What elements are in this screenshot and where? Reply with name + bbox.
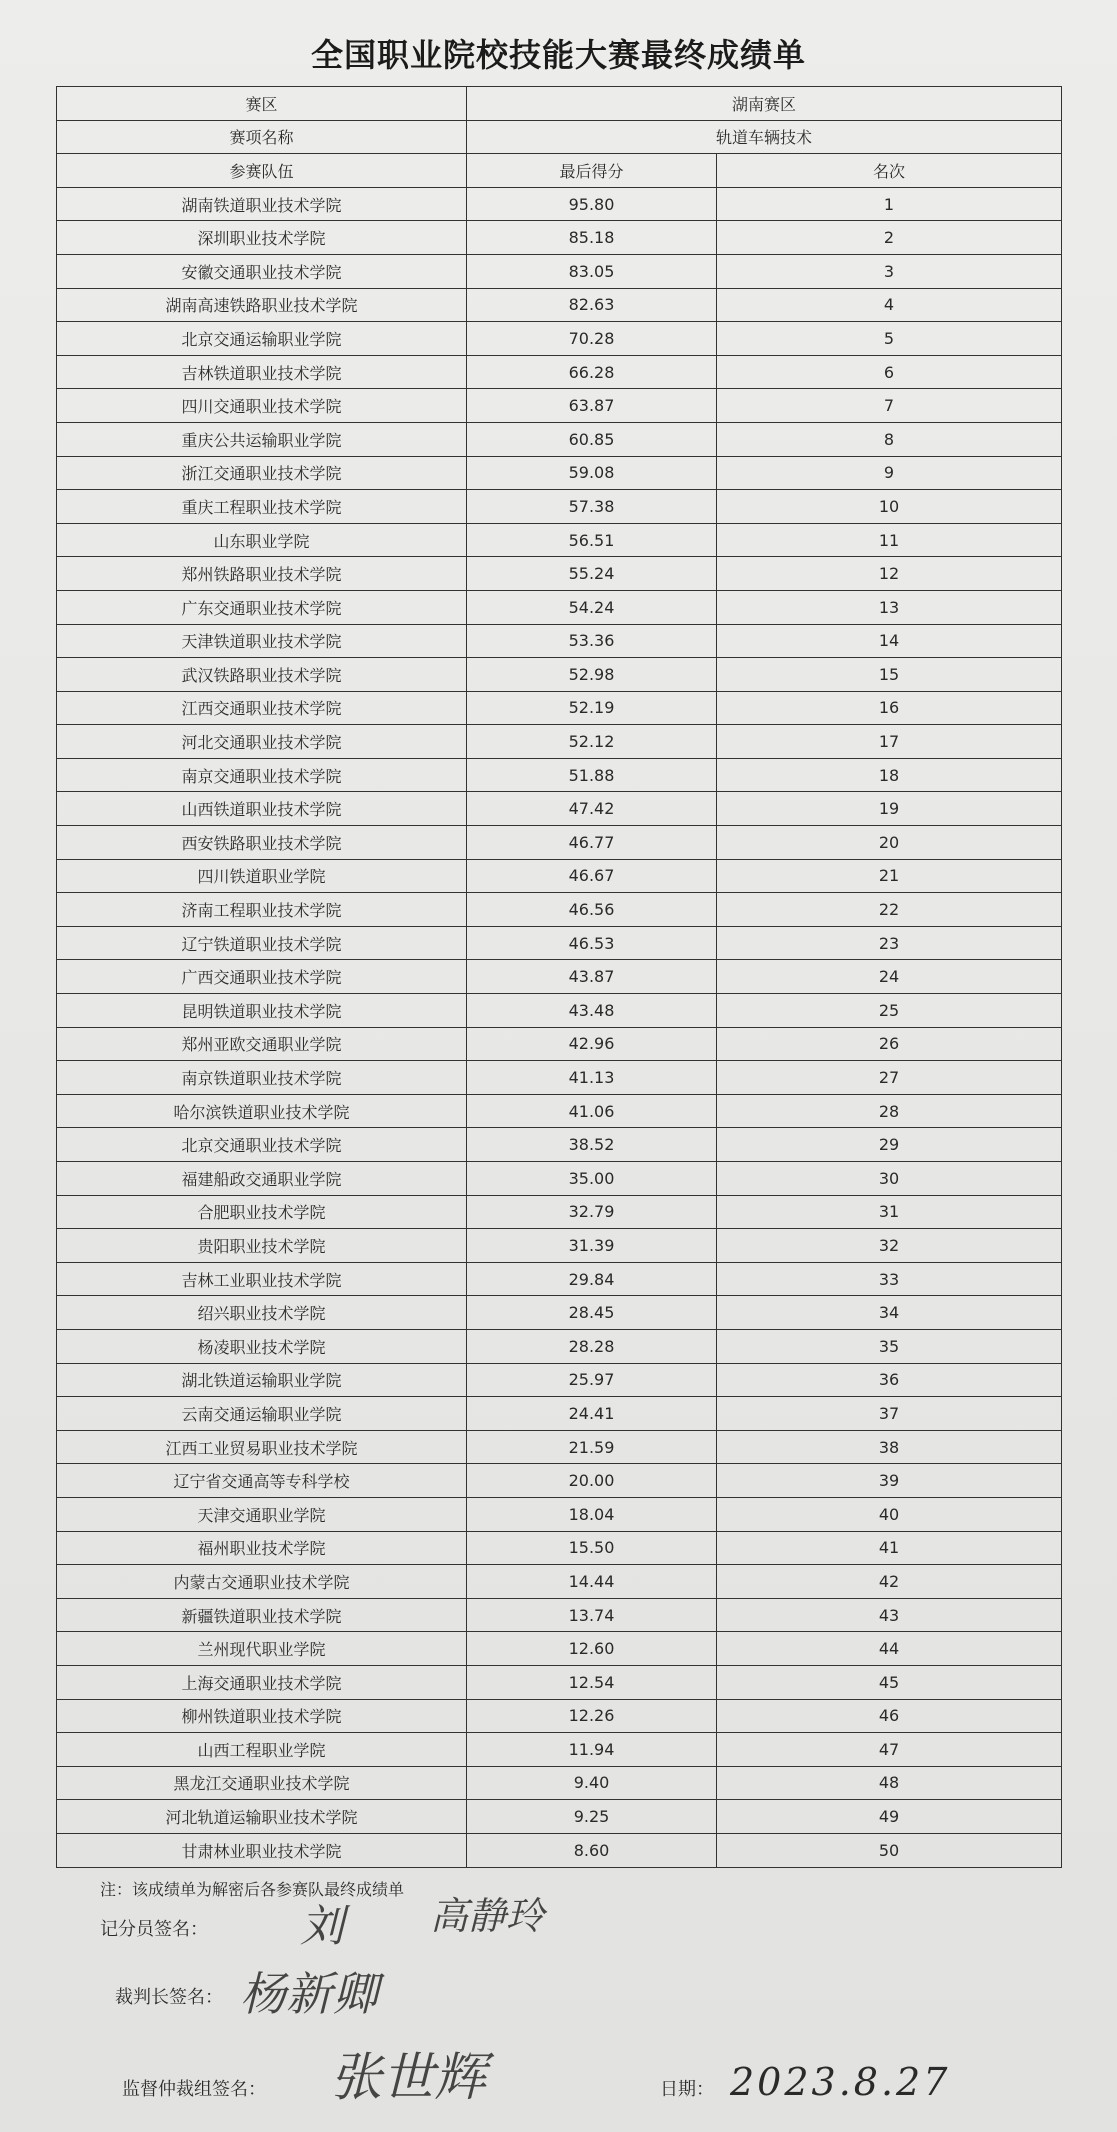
team-cell: 湖南铁道职业技术学院	[57, 187, 467, 221]
team-cell: 福州职业技术学院	[57, 1531, 467, 1565]
supervisor-signature: 张世辉	[330, 2048, 487, 2108]
team-cell: 山西铁道职业技术学院	[57, 792, 467, 826]
team-cell: 四川交通职业技术学院	[57, 389, 467, 423]
team-cell: 山西工程职业学院	[57, 1733, 467, 1767]
table-row	[57, 960, 1062, 994]
score-cell: 55.24	[467, 557, 717, 591]
rank-cell: 46	[717, 1699, 1062, 1733]
table-row	[57, 1565, 1062, 1599]
team-cell: 辽宁铁道职业技术学院	[57, 926, 467, 960]
team-cell: 武汉铁路职业技术学院	[57, 658, 467, 692]
score-cell: 83.05	[467, 254, 717, 288]
rank-cell: 36	[717, 1363, 1062, 1397]
rank-cell: 11	[717, 523, 1062, 557]
rank-cell: 8	[717, 422, 1062, 456]
score-cell: 70.28	[467, 322, 717, 356]
rank-cell: 30	[717, 1162, 1062, 1196]
score-cell: 25.97	[467, 1363, 717, 1397]
rank-cell: 40	[717, 1497, 1062, 1531]
document-title: 全国职业院校技能大赛最终成绩单	[310, 36, 806, 74]
region-row	[57, 87, 1062, 121]
score-cell: 14.44	[467, 1565, 717, 1599]
team-cell: 新疆铁道职业技术学院	[57, 1598, 467, 1632]
rank-cell: 38	[717, 1430, 1062, 1464]
rank-cell: 35	[717, 1329, 1062, 1363]
date-value: 2023.8.27	[730, 2060, 951, 2104]
table-row	[57, 1027, 1062, 1061]
score-cell: 28.28	[467, 1329, 717, 1363]
score-cell: 52.12	[467, 725, 717, 759]
team-cell: 哈尔滨铁道职业技术学院	[57, 1094, 467, 1128]
rank-cell: 29	[717, 1128, 1062, 1162]
score-cell: 28.45	[467, 1296, 717, 1330]
table-row	[57, 725, 1062, 759]
score-cell: 95.80	[467, 187, 717, 221]
rank-cell: 27	[717, 1061, 1062, 1095]
rank-cell: 13	[717, 590, 1062, 624]
score-cell: 24.41	[467, 1397, 717, 1431]
team-cell: 郑州亚欧交通职业学院	[57, 1027, 467, 1061]
table-row	[57, 926, 1062, 960]
table-row	[57, 254, 1062, 288]
col-rank-header: 名次	[717, 154, 1062, 188]
score-cell: 41.13	[467, 1061, 717, 1095]
team-cell: 四川铁道职业学院	[57, 859, 467, 893]
rank-cell: 34	[717, 1296, 1062, 1330]
score-cell: 41.06	[467, 1094, 717, 1128]
table-row	[57, 1531, 1062, 1565]
score-cell: 46.67	[467, 859, 717, 893]
score-cell: 12.54	[467, 1665, 717, 1699]
rank-cell: 12	[717, 557, 1062, 591]
table-row	[57, 1363, 1062, 1397]
table-row	[57, 1766, 1062, 1800]
score-cell: 42.96	[467, 1027, 717, 1061]
rank-cell: 23	[717, 926, 1062, 960]
table-row	[57, 389, 1062, 423]
score-cell: 20.00	[467, 1464, 717, 1498]
score-cell: 12.60	[467, 1632, 717, 1666]
team-cell: 重庆工程职业技术学院	[57, 490, 467, 524]
team-cell: 云南交通运输职业学院	[57, 1397, 467, 1431]
score-cell: 52.98	[467, 658, 717, 692]
rank-cell: 37	[717, 1397, 1062, 1431]
team-cell: 合肥职业技术学院	[57, 1195, 467, 1229]
table-row	[57, 1229, 1062, 1263]
score-cell: 9.25	[467, 1800, 717, 1834]
table-row	[57, 1464, 1062, 1498]
score-cell: 54.24	[467, 590, 717, 624]
score-cell: 43.48	[467, 994, 717, 1028]
team-cell: 西安铁路职业技术学院	[57, 826, 467, 860]
col-score-header: 最后得分	[467, 154, 717, 188]
score-cell: 31.39	[467, 1229, 717, 1263]
team-cell: 安徽交通职业技术学院	[57, 254, 467, 288]
rank-cell: 22	[717, 893, 1062, 927]
footnote: 注：该成绩单为解密后各参赛队最终成绩单	[100, 1880, 405, 1899]
rank-cell: 17	[717, 725, 1062, 759]
rank-cell: 21	[717, 859, 1062, 893]
scorer-signature-1: 刘	[300, 1901, 344, 1952]
rank-cell: 43	[717, 1598, 1062, 1632]
rank-cell: 6	[717, 355, 1062, 389]
score-cell: 35.00	[467, 1162, 717, 1196]
column-header-row	[57, 154, 1062, 188]
rank-cell: 48	[717, 1766, 1062, 1800]
score-cell: 82.63	[467, 288, 717, 322]
score-cell: 46.53	[467, 926, 717, 960]
score-cell: 52.19	[467, 691, 717, 725]
rank-cell: 14	[717, 624, 1062, 658]
rank-cell: 28	[717, 1094, 1062, 1128]
table-row	[57, 557, 1062, 591]
score-cell: 60.85	[467, 422, 717, 456]
table-row	[57, 1296, 1062, 1330]
rank-cell: 5	[717, 322, 1062, 356]
table-row	[57, 490, 1062, 524]
team-cell: 绍兴职业技术学院	[57, 1296, 467, 1330]
table-row	[57, 1733, 1062, 1767]
table-row	[57, 792, 1062, 826]
rank-cell: 19	[717, 792, 1062, 826]
rank-cell: 44	[717, 1632, 1062, 1666]
team-cell: 兰州现代职业学院	[57, 1632, 467, 1666]
table-row	[57, 1262, 1062, 1296]
team-cell: 北京交通职业技术学院	[57, 1128, 467, 1162]
rank-cell: 41	[717, 1531, 1062, 1565]
team-cell: 内蒙古交通职业技术学院	[57, 1565, 467, 1599]
table-row	[57, 826, 1062, 860]
table-row	[57, 523, 1062, 557]
rank-cell: 47	[717, 1733, 1062, 1767]
table-row	[57, 1699, 1062, 1733]
date-label: 日期：	[660, 2079, 714, 2100]
score-cell: 46.56	[467, 893, 717, 927]
table-row	[57, 994, 1062, 1028]
judge-signature: 杨新卿	[240, 1967, 378, 2021]
rank-cell: 45	[717, 1665, 1062, 1699]
score-cell: 21.59	[467, 1430, 717, 1464]
score-cell: 11.94	[467, 1733, 717, 1767]
score-cell: 66.28	[467, 355, 717, 389]
judge-label: 裁判长签名：	[115, 1987, 223, 2008]
table-row	[57, 1162, 1062, 1196]
team-cell: 重庆公共运输职业学院	[57, 422, 467, 456]
team-cell: 南京铁道职业技术学院	[57, 1061, 467, 1095]
rank-cell: 31	[717, 1195, 1062, 1229]
table-row	[57, 1598, 1062, 1632]
team-cell: 黑龙江交通职业技术学院	[57, 1766, 467, 1800]
table-row	[57, 859, 1062, 893]
team-cell: 湖南高速铁路职业技术学院	[57, 288, 467, 322]
rank-cell: 1	[717, 187, 1062, 221]
supervisor-label: 监督仲裁组签名：	[122, 2079, 266, 2100]
team-cell: 天津铁道职业技术学院	[57, 624, 467, 658]
rank-cell: 50	[717, 1833, 1062, 1867]
table-row	[57, 456, 1062, 490]
team-cell: 甘肃林业职业技术学院	[57, 1833, 467, 1867]
rank-cell: 20	[717, 826, 1062, 860]
table-row	[57, 1195, 1062, 1229]
score-cell: 32.79	[467, 1195, 717, 1229]
table-row	[57, 1128, 1062, 1162]
table-row	[57, 893, 1062, 927]
team-cell: 吉林铁道职业技术学院	[57, 355, 467, 389]
rank-cell: 4	[717, 288, 1062, 322]
score-cell: 29.84	[467, 1262, 717, 1296]
scorer-label: 记分员签名：	[100, 1919, 208, 1940]
score-cell: 12.26	[467, 1699, 717, 1733]
team-cell: 贵阳职业技术学院	[57, 1229, 467, 1263]
table-row	[57, 1094, 1062, 1128]
team-cell: 郑州铁路职业技术学院	[57, 557, 467, 591]
rank-cell: 10	[717, 490, 1062, 524]
team-cell: 上海交通职业技术学院	[57, 1665, 467, 1699]
team-cell: 浙江交通职业技术学院	[57, 456, 467, 490]
score-cell: 57.38	[467, 490, 717, 524]
table-row	[57, 1397, 1062, 1431]
rank-cell: 3	[717, 254, 1062, 288]
score-cell: 43.87	[467, 960, 717, 994]
score-cell: 46.77	[467, 826, 717, 860]
region-value: 湖南赛区	[467, 87, 1062, 121]
table-row	[57, 624, 1062, 658]
table-row	[57, 422, 1062, 456]
table-row	[57, 1833, 1062, 1867]
rank-cell: 32	[717, 1229, 1062, 1263]
team-cell: 吉林工业职业技术学院	[57, 1262, 467, 1296]
team-cell: 杨凌职业技术学院	[57, 1329, 467, 1363]
rank-cell: 15	[717, 658, 1062, 692]
rank-cell: 33	[717, 1262, 1062, 1296]
team-cell: 南京交通职业技术学院	[57, 758, 467, 792]
score-table	[56, 86, 1062, 1868]
score-cell: 13.74	[467, 1598, 717, 1632]
table-row	[57, 187, 1062, 221]
table-row	[57, 1665, 1062, 1699]
scorer-signature-2: 高静玲	[430, 1894, 545, 1938]
team-cell: 江西交通职业技术学院	[57, 691, 467, 725]
team-cell: 河北交通职业技术学院	[57, 725, 467, 759]
team-cell: 济南工程职业技术学院	[57, 893, 467, 927]
rank-cell: 49	[717, 1800, 1062, 1834]
team-cell: 天津交通职业学院	[57, 1497, 467, 1531]
score-cell: 53.36	[467, 624, 717, 658]
table-row	[57, 322, 1062, 356]
score-cell: 38.52	[467, 1128, 717, 1162]
table-row	[57, 1430, 1062, 1464]
score-cell: 85.18	[467, 221, 717, 255]
team-cell: 北京交通运输职业学院	[57, 322, 467, 356]
event-value: 轨道车辆技术	[467, 120, 1062, 154]
rank-cell: 39	[717, 1464, 1062, 1498]
event-row	[57, 120, 1062, 154]
table-row	[57, 1632, 1062, 1666]
team-cell: 湖北铁道运输职业学院	[57, 1363, 467, 1397]
team-cell: 江西工业贸易职业技术学院	[57, 1430, 467, 1464]
rank-cell: 7	[717, 389, 1062, 423]
score-cell: 9.40	[467, 1766, 717, 1800]
table-row	[57, 590, 1062, 624]
table-row	[57, 691, 1062, 725]
team-cell: 广西交通职业技术学院	[57, 960, 467, 994]
score-cell: 63.87	[467, 389, 717, 423]
team-cell: 福建船政交通职业学院	[57, 1162, 467, 1196]
rank-cell: 18	[717, 758, 1062, 792]
rank-cell: 16	[717, 691, 1062, 725]
team-cell: 辽宁省交通高等专科学校	[57, 1464, 467, 1498]
rank-cell: 42	[717, 1565, 1062, 1599]
rank-cell: 9	[717, 456, 1062, 490]
score-cell: 15.50	[467, 1531, 717, 1565]
event-label: 赛项名称	[57, 120, 467, 154]
region-label: 赛区	[57, 87, 467, 121]
rank-cell: 25	[717, 994, 1062, 1028]
team-cell: 广东交通职业技术学院	[57, 590, 467, 624]
table-row	[57, 1800, 1062, 1834]
score-cell: 47.42	[467, 792, 717, 826]
table-row	[57, 1329, 1062, 1363]
score-cell: 59.08	[467, 456, 717, 490]
team-cell: 柳州铁道职业技术学院	[57, 1699, 467, 1733]
team-cell: 河北轨道运输职业技术学院	[57, 1800, 467, 1834]
rank-cell: 26	[717, 1027, 1062, 1061]
score-cell: 8.60	[467, 1833, 717, 1867]
table-row	[57, 288, 1062, 322]
col-team-header: 参赛队伍	[57, 154, 467, 188]
table-row	[57, 658, 1062, 692]
score-cell: 18.04	[467, 1497, 717, 1531]
table-row	[57, 355, 1062, 389]
team-cell: 山东职业学院	[57, 523, 467, 557]
team-cell: 昆明铁道职业技术学院	[57, 994, 467, 1028]
rank-cell: 24	[717, 960, 1062, 994]
rank-cell: 2	[717, 221, 1062, 255]
score-cell: 56.51	[467, 523, 717, 557]
table-row	[57, 1497, 1062, 1531]
table-row	[57, 758, 1062, 792]
table-row	[57, 1061, 1062, 1095]
score-cell: 51.88	[467, 758, 717, 792]
table-row	[57, 221, 1062, 255]
team-cell: 深圳职业技术学院	[57, 221, 467, 255]
